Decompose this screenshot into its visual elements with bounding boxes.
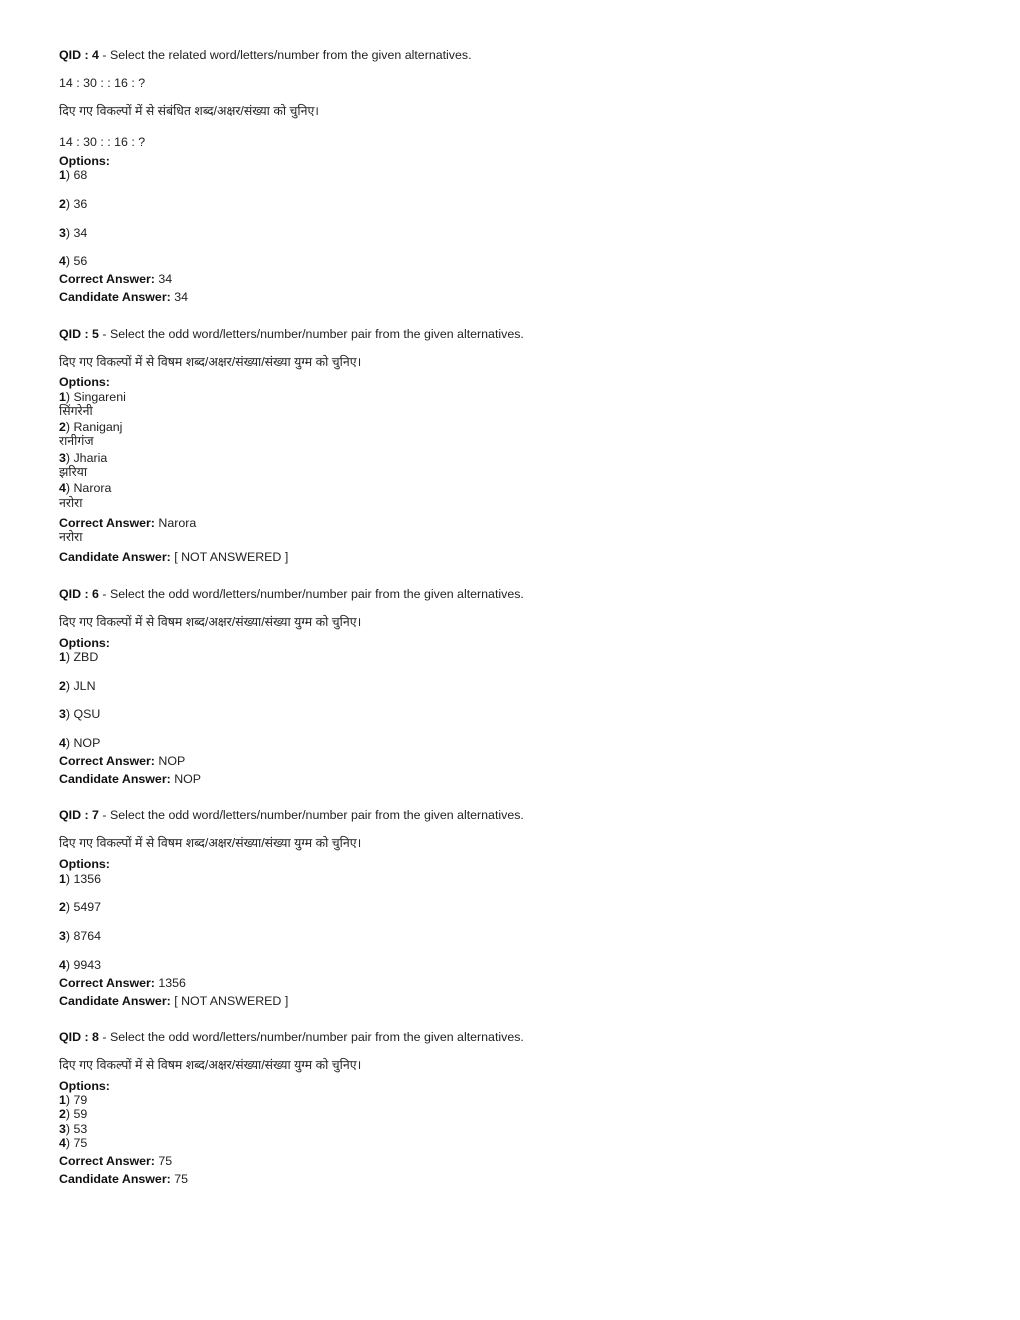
q4-option-2: 2) 36 [59, 197, 88, 211]
q5-option-3-hindi: झरिया [59, 465, 88, 479]
q5-option-1-hindi: सिंगरेनी [59, 404, 93, 418]
q4-option-3: 3) 34 [59, 226, 88, 240]
q4-expression: 14 : 30 : : 16 : ? [59, 76, 146, 90]
q7-question [59, 808, 524, 823]
q6-option-2: 2) JLN [59, 679, 96, 693]
q4-qid: QID : 4 [59, 48, 99, 62]
q5-option-3: 3) Jharia [59, 451, 108, 465]
q4-candidate-answer: Candidate Answer: 34 [59, 290, 188, 304]
q8-option-4: 4) 75 [59, 1136, 88, 1150]
q4-question [59, 48, 472, 63]
q7-option-2: 2) 5497 [59, 900, 102, 914]
q4-expression-hindi: 14 : 30 : : 16 : ? [59, 135, 146, 149]
q5-question-text: - Select the odd word/letters/number/number pair from the given alternatives. [98, 327, 524, 341]
q5-candidate-answer: Candidate Answer: [ NOT ANSWERED ] [59, 550, 289, 564]
q6-option-4: 4) NOP [59, 736, 101, 750]
q8-question-hindi: दिए गए विकल्पों में से विषम शब्द/अक्षर/संख्या/संख्या युग्म को चुनिए। [59, 1058, 362, 1072]
q5-correct-answer: Correct Answer: Narora [59, 516, 197, 530]
q8-options-label: Options: [59, 1079, 110, 1093]
q6-qid: QID : 6 [59, 587, 99, 601]
q5-option-4-hindi: नरोरा [59, 496, 83, 510]
q4-question-hindi: दिए गए विकल्पों में से संबंधित शब्द/अक्षर/संख्या को चुनिए। [59, 104, 319, 118]
q6-question-text: - Select the odd word/letters/number/number pair from the given alternatives. [98, 587, 524, 601]
q7-option-3: 3) 8764 [59, 929, 102, 943]
q8-qid: QID : 8 [59, 1030, 99, 1044]
q5-option-1: 1) Singareni [59, 390, 126, 404]
q4-option-4: 4) 56 [59, 254, 88, 268]
q6-option-3: 3) QSU [59, 707, 101, 721]
q6-candidate-answer: Candidate Answer: NOP [59, 772, 202, 786]
q5-qid: QID : 5 [59, 327, 99, 341]
q4-option-1: 1) 68 [59, 168, 88, 182]
q6-question [59, 587, 524, 602]
q7-correct-answer: Correct Answer: 1356 [59, 976, 186, 990]
q7-candidate-answer: Candidate Answer: [ NOT ANSWERED ] [59, 994, 289, 1008]
q8-question-text: - Select the odd word/letters/number/number pair from the given alternatives. [98, 1030, 524, 1044]
q5-correct-answer-hindi: नरोरा [59, 530, 83, 544]
q7-qid: QID : 7 [59, 808, 99, 822]
q5-question [59, 327, 524, 342]
q7-options-label: Options: [59, 857, 110, 871]
q8-question [59, 1030, 524, 1045]
q8-candidate-answer: Candidate Answer: 75 [59, 1172, 188, 1186]
q4-options-label: Options: [59, 154, 110, 168]
q4-correct-answer: Correct Answer: 34 [59, 272, 173, 286]
q8-option-3: 3) 53 [59, 1122, 88, 1136]
q8-option-2: 2) 59 [59, 1107, 88, 1121]
q8-option-1: 1) 79 [59, 1093, 88, 1107]
q5-question-hindi: दिए गए विकल्पों में से विषम शब्द/अक्षर/संख्या/संख्या युग्म को चुनिए। [59, 355, 362, 369]
q6-question-hindi: दिए गए विकल्पों में से विषम शब्द/अक्षर/संख्या/संख्या युग्म को चुनिए। [59, 615, 362, 629]
q6-options-label: Options: [59, 636, 110, 650]
q5-option-2-hindi: रानीगंज [59, 434, 94, 448]
q7-option-4: 4) 9943 [59, 958, 102, 972]
q8-correct-answer: Correct Answer: 75 [59, 1154, 173, 1168]
q5-options-label: Options: [59, 375, 110, 389]
q4-question-text: - Select the related word/letters/number from the given alternatives. [98, 48, 472, 62]
q5-option-4: 4) Narora [59, 481, 112, 495]
q7-question-hindi: दिए गए विकल्पों में से विषम शब्द/अक्षर/संख्या/संख्या युग्म को चुनिए। [59, 836, 362, 850]
q5-option-2: 2) Raniganj [59, 420, 123, 434]
q7-question-text: - Select the odd word/letters/number/number pair from the given alternatives. [98, 808, 524, 822]
q6-option-1: 1) ZBD [59, 650, 99, 664]
q7-option-1: 1) 1356 [59, 872, 102, 886]
q6-correct-answer: Correct Answer: NOP [59, 754, 186, 768]
